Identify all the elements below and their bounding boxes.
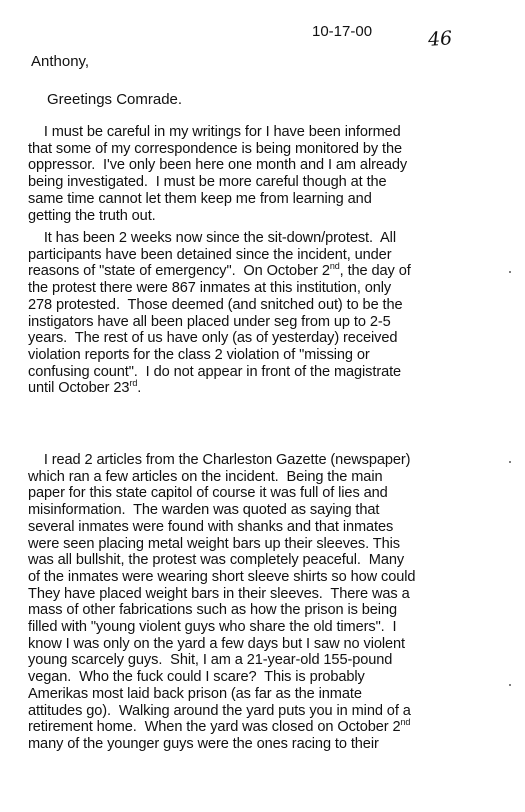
scan-speck	[509, 271, 511, 273]
paragraph-line: instigators have all been placed under seg from up to 2-5	[28, 313, 391, 330]
paragraph-line: It has been 2 weeks now since the sit-down/protest. All	[28, 230, 396, 246]
paragraph-line: paper for this state capitol of course it was full of lies and	[28, 485, 388, 502]
paragraph-line: of the inmates were wearing short sleeve shirts so how could	[28, 568, 416, 585]
scan-speck	[509, 461, 511, 463]
paragraph-line: participants have been detained since the incident, under	[28, 246, 392, 263]
letter-date: 10-17-00	[312, 23, 373, 40]
paragraph-line: which ran a few articles on the incident. Being the main	[28, 468, 383, 485]
paragraph-line: 278 protested. Those deemed (and snitched out) to be the	[28, 296, 403, 313]
paragraph-line: reasons of "state of emergency". On October 2nd, the day of	[28, 261, 411, 280]
paragraph-line: They have placed weight bars in their sleeves. There was a	[28, 585, 410, 602]
paragraph-line: mass of other fabrications such as how the prison is being	[28, 602, 397, 619]
paragraph-line: Amerikas most laid back prison (as far as the inmate	[28, 685, 362, 702]
paragraph-line: several inmates were found with shanks and that inmates	[28, 518, 394, 535]
paragraph-3	[28, 452, 446, 753]
paragraph-line: attitudes go). Walking around the yard puts you in mind of a	[28, 702, 411, 719]
paragraph-1	[28, 124, 446, 224]
paragraph-line: confusing count". I do not appear in front of the magistrate	[28, 363, 402, 380]
paragraph-line: retirement home. When the yard was closed on October 2nd	[28, 717, 411, 736]
greeting: Greetings Comrade.	[47, 91, 183, 108]
paragraph-line: violation reports for the class 2 violation of "missing or	[28, 346, 370, 363]
paragraph-line: were seen placing metal weight bars up their sleeves. This	[28, 535, 400, 552]
paragraph-line: young scarcely guys. Shit, I am a 21-year-old 155-pound	[28, 652, 393, 669]
paragraph-line: years. The rest of us have only (as of yesterday) received	[28, 330, 398, 347]
paragraph-line: until October 23rd.	[28, 378, 142, 397]
paragraph-line: misinformation. The warden was quoted as saying that	[28, 502, 380, 519]
paragraph-line: filled with "young violent guys who share the old timers". I	[28, 619, 397, 636]
scan-speck	[509, 684, 511, 686]
paragraph-line: oppressor. I've only been here one month and I am already	[28, 157, 408, 174]
paragraph-line: getting the truth out.	[28, 207, 156, 224]
paragraph-line: I read 2 articles from the Charleston Gazette (newspaper)	[28, 452, 411, 468]
paragraph-line: same time cannot let them keep me from learning and	[28, 190, 372, 207]
paragraph-line: many of the younger guys were the ones racing to their	[28, 735, 379, 752]
salutation: Anthony,	[31, 53, 90, 70]
paragraph-line: being investigated. I must be more careful though at the	[28, 174, 387, 191]
paragraph-2	[28, 230, 446, 397]
paragraph-line: I must be careful in my writings for I have been informed	[28, 124, 401, 140]
paragraph-line: the protest there were 867 inmates at this institution, only	[28, 280, 392, 297]
handwritten-page-number: 46	[427, 27, 453, 51]
paragraph-line: vegan. Who the fuck could I scare? This is probably	[28, 669, 365, 686]
paragraph-line: was all bullshit, the protest was completely peaceful. Many	[28, 552, 405, 569]
paragraph-line: know I was only on the yard a few days but I saw no violent	[28, 635, 405, 652]
paragraph-line: that some of my correspondence is being monitored by the	[28, 140, 403, 157]
